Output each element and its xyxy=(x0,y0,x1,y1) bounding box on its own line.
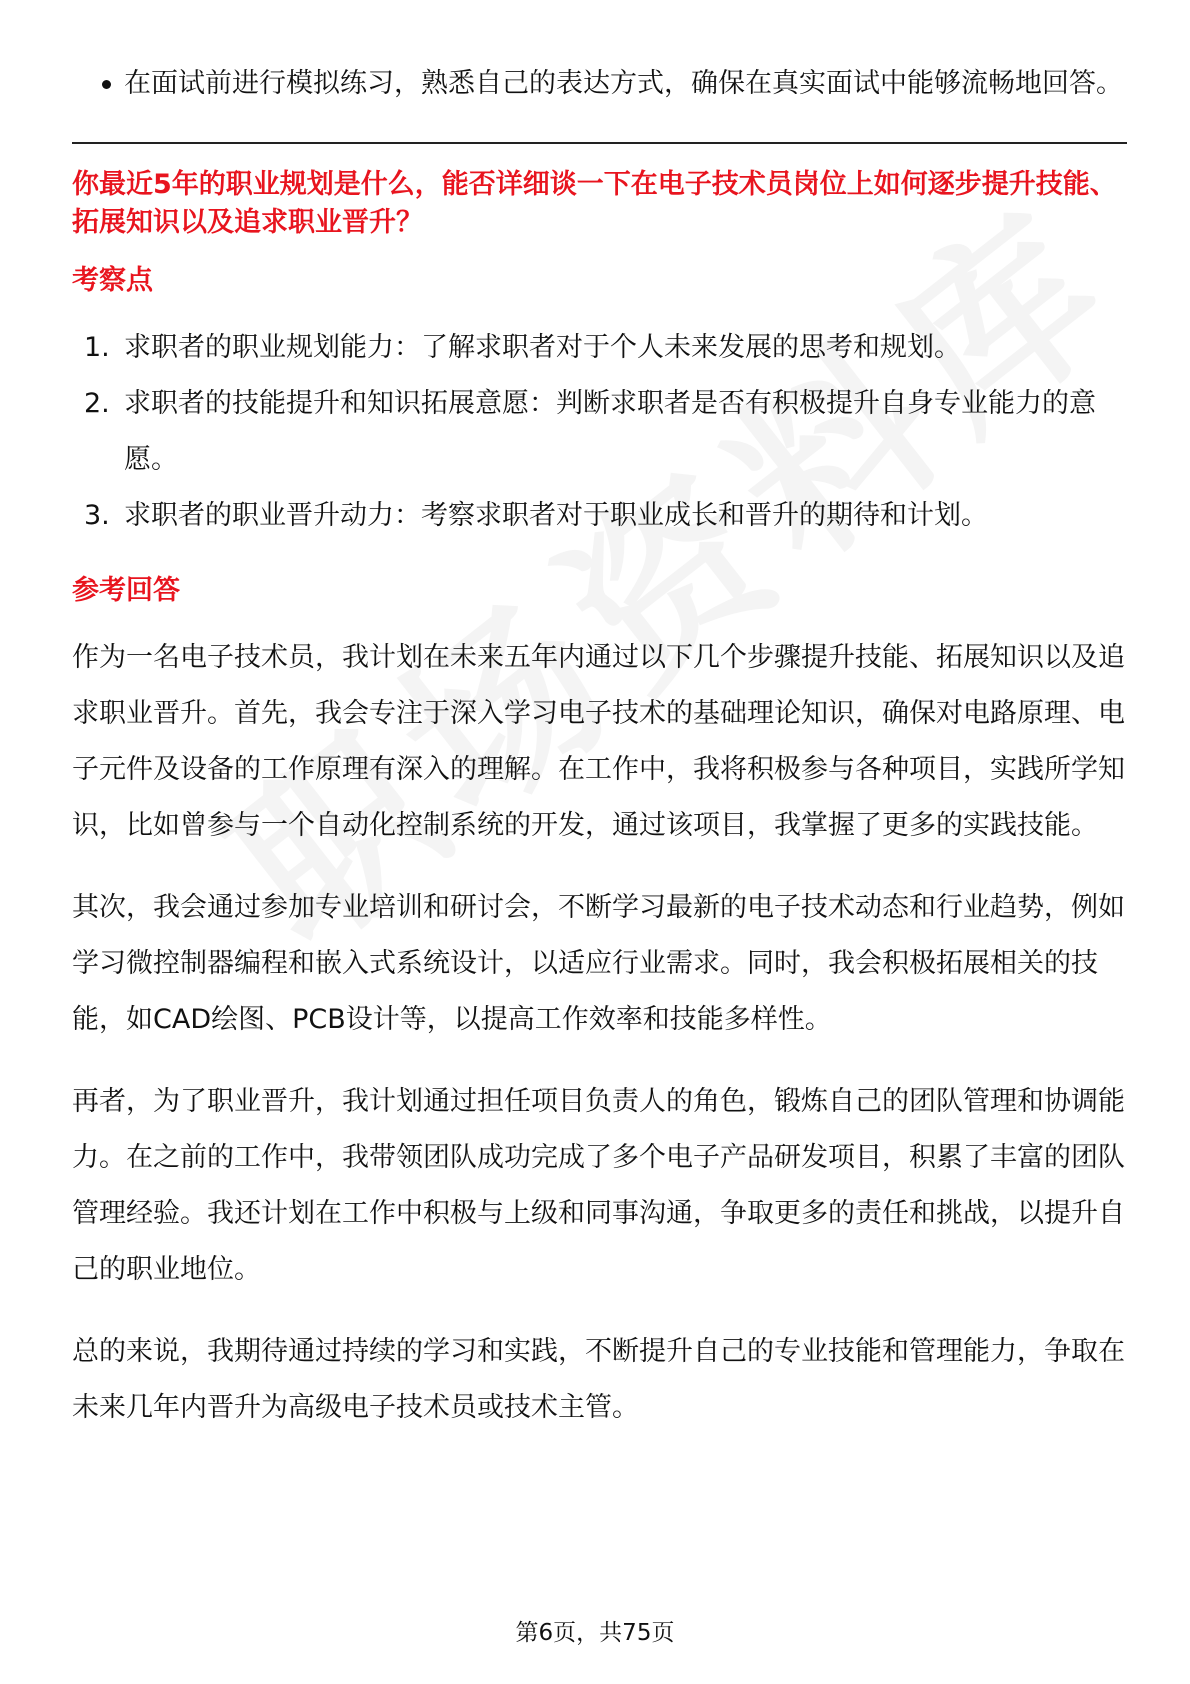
section-divider xyxy=(72,142,1127,144)
point-text: 求职者的职业晋升动力：考察求职者对于职业成长和晋升的期待和计划。 xyxy=(124,500,988,531)
list-item xyxy=(72,488,1127,544)
list-item xyxy=(72,320,1127,376)
list-number: 1. xyxy=(84,332,110,363)
answer-paragraph: 其次，我会通过参加专业培训和研讨会，不断学习最新的电子技术动态和行业趋势，例如学习微控制器编程和嵌入式系统设计，以适应行业需求。同时，我会积极拓展相关的技能，如CAD绘图、PCB设计等，以提高工作效率和技能多样性。 xyxy=(72,892,1125,1035)
tips-bullet-list xyxy=(72,56,1127,112)
answer-heading: 参考回答 xyxy=(72,575,180,606)
list-number: 2. xyxy=(84,388,110,419)
answer-paragraph: 作为一名电子技术员，我计划在未来五年内通过以下几个步骤提升技能、拓展知识以及追求职业晋升。首先，我会专注于深入学习电子技术的基础理论知识，确保对电路原理、电子元件及设备的工作原理有深入的理解。在工作中，我将积极参与各种项目，实践所学知识，比如曾参与一个自动化控制系统的开发，通过该项目，我掌握了更多的实践技能。 xyxy=(72,642,1125,841)
points-heading: 考察点 xyxy=(72,265,153,296)
question-title: 你最近5年的职业规划是什么，能否详细谈一下在电子技术员岗位上如何逐步提升技能、拓展知识以及追求职业晋升？ xyxy=(72,169,1117,238)
list-item xyxy=(72,56,1127,112)
list-item xyxy=(72,376,1127,488)
points-list xyxy=(72,320,1127,544)
bullet-dot-icon xyxy=(102,80,111,89)
page-number: 第6页，共75页 xyxy=(515,1620,675,1646)
answer-paragraph: 再者，为了职业晋升，我计划通过担任项目负责人的角色，锻炼自己的团队管理和协调能力。在之前的工作中，我带领团队成功完成了多个电子产品研发项目，积累了丰富的团队管理经验。我还计划在工作中积极与上级和同事沟通，争取更多的责任和挑战，以提升自己的职业地位。 xyxy=(72,1086,1125,1285)
bullet-text: 在面试前进行模拟练习，熟悉自己的表达方式，确保在真实面试中能够流畅地回答。 xyxy=(124,68,1123,99)
point-text: 求职者的职业规划能力：了解求职者对于个人未来发展的思考和规划。 xyxy=(124,332,961,363)
answer-paragraph: 总的来说，我期待通过持续的学习和实践，不断提升自己的专业技能和管理能力，争取在未来几年内晋升为高级电子技术员或技术主管。 xyxy=(72,1336,1125,1423)
list-number: 3. xyxy=(84,500,110,531)
page-content xyxy=(72,56,1127,1436)
point-text: 求职者的技能提升和知识拓展意愿：判断求职者是否有积极提升自身专业能力的意愿。 xyxy=(124,388,1096,475)
